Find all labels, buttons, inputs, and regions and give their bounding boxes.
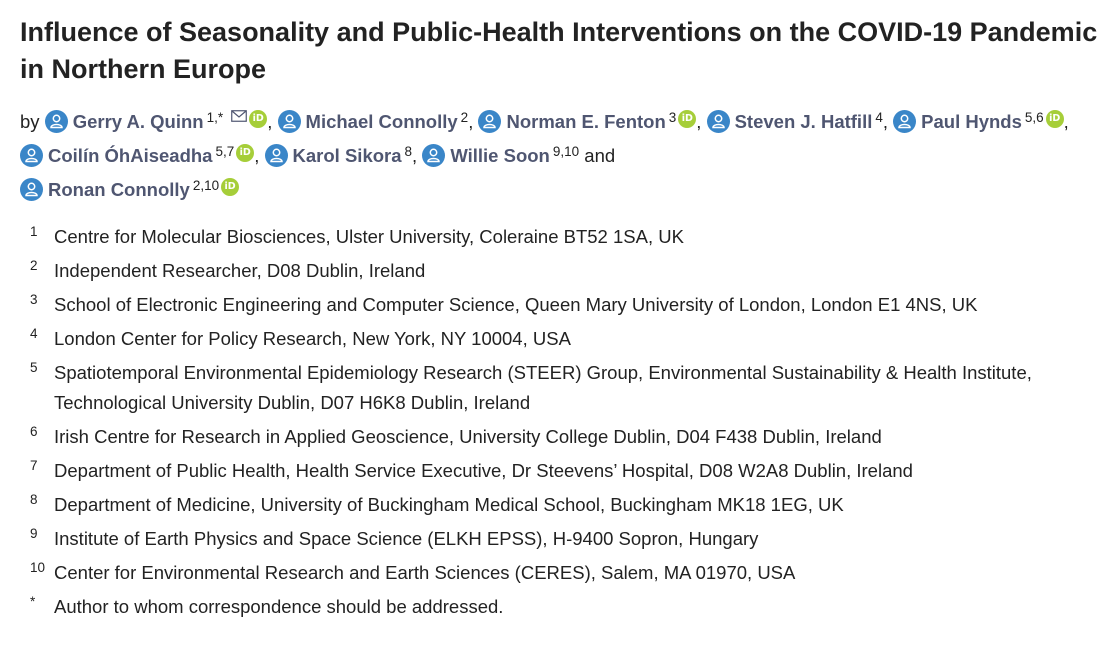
author-separator: , bbox=[267, 111, 273, 132]
byline-prefix: by bbox=[20, 111, 40, 132]
orcid-icon[interactable]: iD bbox=[1046, 110, 1064, 128]
author-entry bbox=[45, 111, 273, 132]
author-name[interactable]: Steven J. Hatfill bbox=[734, 111, 873, 132]
affiliation-text: Independent Researcher, D08 Dublin, Ireland bbox=[54, 260, 426, 281]
affiliation-number: 8 bbox=[30, 492, 38, 507]
affiliation-text: Author to whom correspondence should be addressed. bbox=[54, 596, 504, 617]
author-affiliation-sup: 5,6 bbox=[1024, 110, 1044, 125]
affiliation-item bbox=[30, 290, 1100, 320]
person-icon bbox=[893, 110, 916, 133]
author-entry bbox=[893, 111, 1069, 132]
person-icon bbox=[20, 144, 43, 167]
affiliation-item bbox=[30, 490, 1100, 520]
envelope-icon[interactable] bbox=[231, 101, 247, 131]
author-entry bbox=[20, 145, 259, 166]
affiliation-number: 6 bbox=[30, 424, 38, 439]
affiliation-item bbox=[30, 524, 1100, 554]
author-affiliation-sup: 3 bbox=[668, 110, 677, 125]
affiliation-item bbox=[30, 222, 1100, 252]
affiliation-number: 2 bbox=[30, 258, 38, 273]
person-icon bbox=[265, 144, 288, 167]
affiliation-number: 9 bbox=[30, 526, 38, 541]
author-entry bbox=[478, 111, 701, 132]
person-icon bbox=[707, 110, 730, 133]
affiliation-text: Centre for Molecular Biosciences, Ulster University, Coleraine BT52 1SA, UK bbox=[54, 226, 684, 247]
person-icon bbox=[278, 110, 301, 133]
affiliation-text: School of Electronic Engineering and Computer Science, Queen Mary University of London, London E1 4NS, UK bbox=[54, 294, 978, 315]
author-affiliation-sup: 9,10 bbox=[552, 144, 580, 159]
person-icon bbox=[478, 110, 501, 133]
affiliation-number: 1 bbox=[30, 224, 38, 239]
author-name[interactable]: Willie Soon bbox=[450, 145, 550, 166]
article-header bbox=[20, 14, 1100, 626]
author-name[interactable]: Michael Connolly bbox=[305, 111, 458, 132]
affiliation-item bbox=[30, 422, 1100, 452]
author-separator: , bbox=[1063, 111, 1069, 132]
affiliation-number: 5 bbox=[30, 360, 38, 375]
author-conjunction: and bbox=[584, 145, 616, 166]
affiliation-item bbox=[30, 256, 1100, 286]
article-title: Influence of Seasonality and Public-Health Interventions on the COVID-19 Pandemic in Northern Europe bbox=[20, 17, 1098, 84]
author-list bbox=[20, 101, 1100, 205]
affiliation-text: Irish Centre for Research in Applied Geoscience, University College Dublin, D04 F438 Dublin, Ireland bbox=[54, 426, 882, 447]
person-icon bbox=[20, 178, 43, 201]
person-icon bbox=[45, 110, 68, 133]
author-entry bbox=[20, 179, 239, 200]
author-entry bbox=[422, 145, 615, 166]
affiliation-number: 10 bbox=[30, 560, 46, 575]
author-affiliation-sup: 1,* bbox=[206, 110, 224, 125]
author-separator: , bbox=[468, 111, 474, 132]
affiliation-item bbox=[30, 558, 1100, 588]
orcid-icon[interactable]: iD bbox=[236, 144, 254, 162]
affiliation-item bbox=[30, 456, 1100, 486]
affiliation-text: Department of Medicine, University of Buckingham Medical School, Buckingham MK18 1EG, UK bbox=[54, 494, 844, 515]
orcid-icon[interactable]: iD bbox=[221, 178, 239, 196]
orcid-icon[interactable]: iD bbox=[678, 110, 696, 128]
affiliation-text: Center for Environmental Research and Earth Sciences (CERES), Salem, MA 01970, USA bbox=[54, 562, 796, 583]
affiliation-text: London Center for Policy Research, New York, NY 10004, USA bbox=[54, 328, 571, 349]
author-entry bbox=[707, 111, 888, 132]
author-separator: , bbox=[412, 145, 418, 166]
author-name[interactable]: Coilín ÓhAiseadha bbox=[48, 145, 213, 166]
affiliation-text: Institute of Earth Physics and Space Science (ELKH EPSS), H-9400 Sopron, Hungary bbox=[54, 528, 759, 549]
author-name[interactable]: Gerry A. Quinn bbox=[72, 111, 204, 132]
author-name[interactable]: Ronan Connolly bbox=[48, 179, 190, 200]
person-icon bbox=[422, 144, 445, 167]
author-affiliation-sup: 2 bbox=[460, 110, 469, 125]
author-name[interactable]: Paul Hynds bbox=[921, 111, 1022, 132]
affiliation-number: 7 bbox=[30, 458, 38, 473]
affiliation-item bbox=[30, 358, 1100, 418]
author-separator: , bbox=[254, 145, 260, 166]
author-name[interactable]: Karol Sikora bbox=[292, 145, 402, 166]
affiliation-number: 4 bbox=[30, 326, 38, 341]
author-affiliation-sup: 8 bbox=[404, 144, 413, 159]
affiliation-text: Department of Public Health, Health Service Executive, Dr Steevens’ Hospital, D08 W2A8 Dublin, Ireland bbox=[54, 460, 913, 481]
author-affiliation-sup: 2,10 bbox=[192, 178, 220, 193]
affiliation-list bbox=[20, 222, 1100, 622]
author-affiliation-sup: 5,7 bbox=[215, 144, 235, 159]
author-entry bbox=[265, 145, 418, 166]
author-separator: , bbox=[882, 111, 888, 132]
author-separator: , bbox=[696, 111, 702, 132]
affiliation-item bbox=[30, 324, 1100, 354]
author-name[interactable]: Norman E. Fenton bbox=[506, 111, 666, 132]
author-entry bbox=[278, 111, 474, 132]
orcid-icon[interactable]: iD bbox=[249, 110, 267, 128]
author-affiliation-sup: 4 bbox=[875, 110, 883, 125]
affiliation-text: Spatiotemporal Environmental Epidemiology Research (STEER) Group, Environmental Sustainability & Health Institute, Technological University Dublin, D07 H6K8 Dublin, Ireland bbox=[54, 362, 1032, 413]
affiliation-number: 3 bbox=[30, 292, 38, 307]
affiliation-number: * bbox=[30, 594, 36, 609]
affiliation-item bbox=[30, 592, 1100, 622]
